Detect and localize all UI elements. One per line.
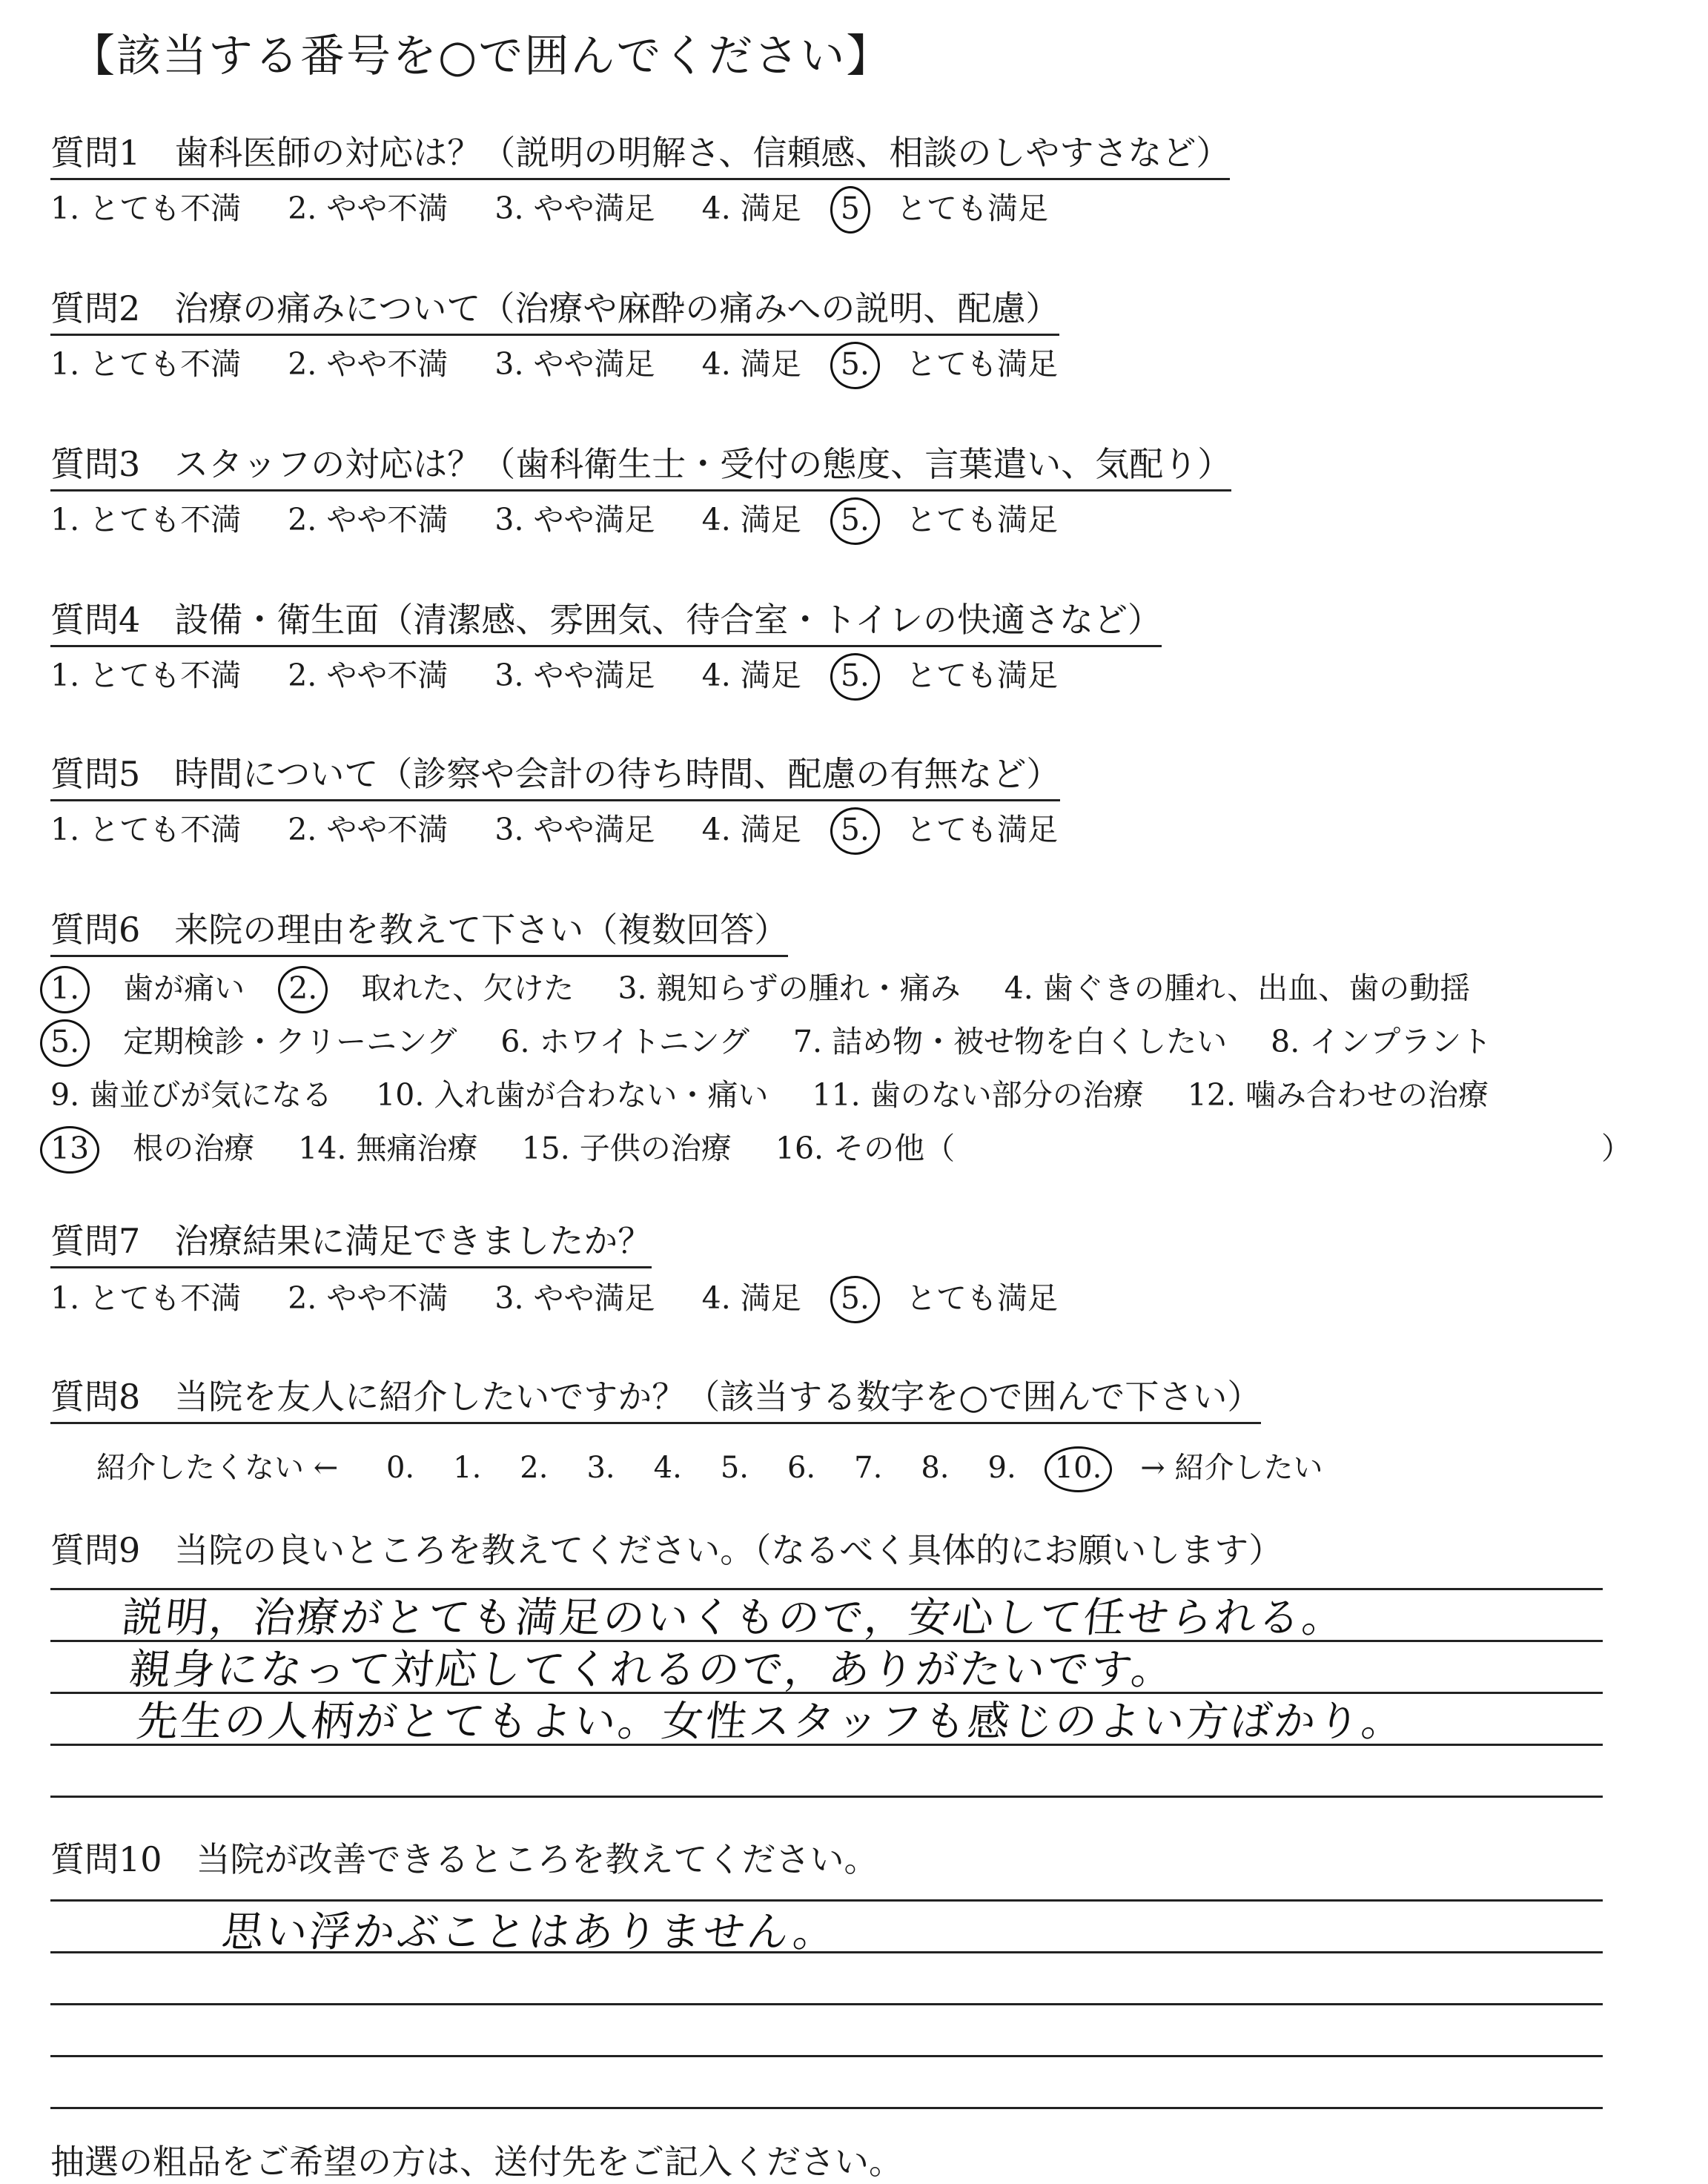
option-2[interactable]: 2. やや不満	[288, 812, 448, 847]
reason-10[interactable]: 10. 入れ歯が合わない・痛い	[376, 1077, 769, 1113]
recommend-number[interactable]: 0.	[385, 1451, 415, 1485]
reason-16[interactable]: 16. その他（	[775, 1131, 956, 1166]
reason-1-label: 歯が痛い	[123, 970, 245, 1006]
option-3[interactable]: 3. やや満足	[494, 191, 655, 226]
reason-4[interactable]: 4. 歯ぐきの腫れ、出血、歯の動揺	[1004, 970, 1471, 1006]
handwritten-answer-9-line-2: 親身になって対応してくれるので，ありがたいです。	[127, 1646, 1178, 1694]
option-5-label: とても満足	[905, 812, 1058, 847]
reason-5-number[interactable]: 5.	[50, 1024, 80, 1059]
question-4-title: 質問4 設備・衛生面（清潔感、雰囲気、待合室・トイレの快適さなど）	[50, 593, 1162, 647]
recommend-number[interactable]: 9.	[987, 1451, 1016, 1485]
option-1[interactable]: 1. とても不満	[50, 346, 242, 382]
reason-8[interactable]: 8. インプラント	[1271, 1024, 1492, 1059]
recommend-number[interactable]: 4.	[653, 1451, 682, 1485]
recommend-scale	[96, 1444, 1362, 1486]
footer-note: 抽選の粗品をご希望の方は、送付先をご記入ください。	[50, 2142, 903, 2182]
reason-row-1	[50, 964, 1504, 1007]
option-4[interactable]: 4. 満足	[701, 346, 801, 382]
recommend-left-label: 紹介したくない ←	[96, 1451, 339, 1485]
question-10-title: 質問10 当院が改善できるところを教えてください。	[50, 1839, 878, 1879]
option-3[interactable]: 3. やや満足	[494, 658, 655, 693]
option-5-circled[interactable]: 5.	[840, 812, 870, 847]
option-4[interactable]: 4. 満足	[701, 658, 801, 693]
reason-9[interactable]: 9. 歯並びが気になる	[50, 1077, 333, 1113]
reason-row-2	[50, 1017, 1526, 1061]
answer-line	[50, 1796, 1603, 1798]
reason-1-number[interactable]: 1.	[50, 970, 80, 1006]
option-5-label: とても満足	[905, 502, 1058, 537]
question-5-title: 質問5 時間について（診察や会計の待ち時間、配慮の有無など）	[50, 747, 1060, 801]
question-7-title: 質問7 治療結果に満足できましたか？	[50, 1214, 652, 1268]
option-4[interactable]: 4. 満足	[701, 191, 801, 226]
question-4-options	[50, 651, 1058, 695]
question-5-options	[50, 805, 1058, 849]
option-4[interactable]: 4. 満足	[701, 812, 801, 847]
recommend-number[interactable]: 8.	[921, 1451, 950, 1485]
option-5-circled[interactable]: 5.	[840, 658, 870, 693]
reason-row-4	[50, 1124, 989, 1168]
question-1-options	[50, 184, 1048, 228]
option-2[interactable]: 2. やや不満	[288, 191, 448, 226]
option-3[interactable]: 3. やや満足	[494, 502, 655, 537]
option-1[interactable]: 1. とても不満	[50, 1280, 242, 1316]
option-5-circled[interactable]: 5.	[840, 346, 870, 382]
option-1[interactable]: 1. とても不満	[50, 191, 242, 226]
recommend-right-label: → 紹介したい	[1140, 1451, 1323, 1485]
handwritten-answer-9-line-3: 先生の人柄がとてもよい。女性スタッフも感じのよい方ばかり。	[134, 1698, 1408, 1746]
option-2[interactable]: 2. やや不満	[288, 658, 448, 693]
question-2-title: 質問2 治療の痛みについて（治療や麻酔の痛みへの説明、配慮）	[50, 282, 1059, 336]
option-5-circled[interactable]: 5	[840, 191, 860, 226]
reason-13-number[interactable]: 13	[50, 1131, 90, 1166]
reason-7[interactable]: 7. 詰め物・被せ物を白くしたい	[792, 1024, 1228, 1059]
option-5-circled[interactable]: 5.	[840, 502, 870, 537]
question-1-title: 質問1 歯科医師の対応は？（説明の明解さ、信頼感、相談のしやすさなど）	[50, 126, 1230, 180]
option-2[interactable]: 2. やや不満	[288, 502, 448, 537]
option-3[interactable]: 3. やや満足	[494, 1280, 655, 1316]
reason-2-label: 取れた、欠けた	[361, 970, 575, 1006]
recommend-number[interactable]: 1.	[453, 1451, 482, 1485]
question-3-title: 質問3 スタッフの対応は？（歯科衛生士・受付の態度、言葉遣い、気配り）	[50, 437, 1231, 492]
reason-row-3	[50, 1071, 1523, 1114]
question-6-title: 質問6 来院の理由を教えて下さい（複数回答）	[50, 903, 788, 957]
option-1[interactable]: 1. とても不満	[50, 812, 242, 847]
option-4[interactable]: 4. 満足	[701, 502, 801, 537]
reason-6[interactable]: 6. ホワイトニング	[500, 1024, 749, 1059]
answer-line	[50, 2003, 1603, 2005]
recommend-number[interactable]: 10.	[1054, 1451, 1102, 1485]
option-5-label: とても満足	[905, 346, 1058, 382]
question-7-options	[50, 1274, 1058, 1317]
option-1[interactable]: 1. とても不満	[50, 658, 242, 693]
question-8-title: 質問8 当院を友人に紹介したいですか？（該当する数字を○で囲んで下さい）	[50, 1370, 1261, 1424]
reason-14[interactable]: 14. 無痛治療	[298, 1131, 478, 1166]
reason-16-close-paren: ）	[1601, 1131, 1632, 1166]
option-5-circled[interactable]: 5.	[840, 1280, 870, 1316]
question-9-title: 質問9 当院の良いところを教えてください。（なるべく具体的にお願いします）	[50, 1530, 1283, 1570]
option-3[interactable]: 3. やや満足	[494, 346, 655, 382]
option-3[interactable]: 3. やや満足	[494, 812, 655, 847]
reason-11[interactable]: 11. 歯のない部分の治療	[812, 1077, 1144, 1113]
option-1[interactable]: 1. とても不満	[50, 502, 242, 537]
option-2[interactable]: 2. やや不満	[288, 1280, 448, 1316]
option-4[interactable]: 4. 満足	[701, 1280, 801, 1316]
recommend-number[interactable]: 2.	[520, 1451, 549, 1485]
question-3-options	[50, 495, 1058, 539]
question-2-options	[50, 340, 1058, 383]
recommend-number[interactable]: 3.	[586, 1451, 615, 1485]
answer-line	[50, 2055, 1603, 2057]
handwritten-answer-10: 思い浮かぶことはありません。	[219, 1908, 840, 1956]
recommend-number[interactable]: 5.	[720, 1451, 749, 1485]
reason-2-number[interactable]: 2.	[288, 970, 318, 1006]
option-2[interactable]: 2. やや不満	[288, 346, 448, 382]
reason-13-label: 根の治療	[133, 1131, 255, 1166]
reason-3[interactable]: 3. 親知らずの腫れ・痛み	[618, 970, 961, 1006]
answer-line	[50, 2107, 1603, 2109]
reason-5-label: 定期検診・クリーニング	[123, 1024, 457, 1059]
recommend-number[interactable]: 7.	[854, 1451, 883, 1485]
recommend-number[interactable]: 6.	[787, 1451, 816, 1485]
page-title: 【該当する番号を○で囲んでください】	[70, 30, 893, 82]
reason-15[interactable]: 15. 子供の治療	[521, 1131, 732, 1166]
option-5-label: とても満足	[905, 1280, 1058, 1316]
option-5-label: とても満足	[896, 191, 1048, 226]
option-5-label: とても満足	[905, 658, 1058, 693]
reason-12[interactable]: 12. 噛み合わせの治療	[1187, 1077, 1489, 1113]
handwritten-answer-9-line-1: 説明，治療がとても満足のいくもので，安心して任せられる。	[119, 1594, 1348, 1642]
